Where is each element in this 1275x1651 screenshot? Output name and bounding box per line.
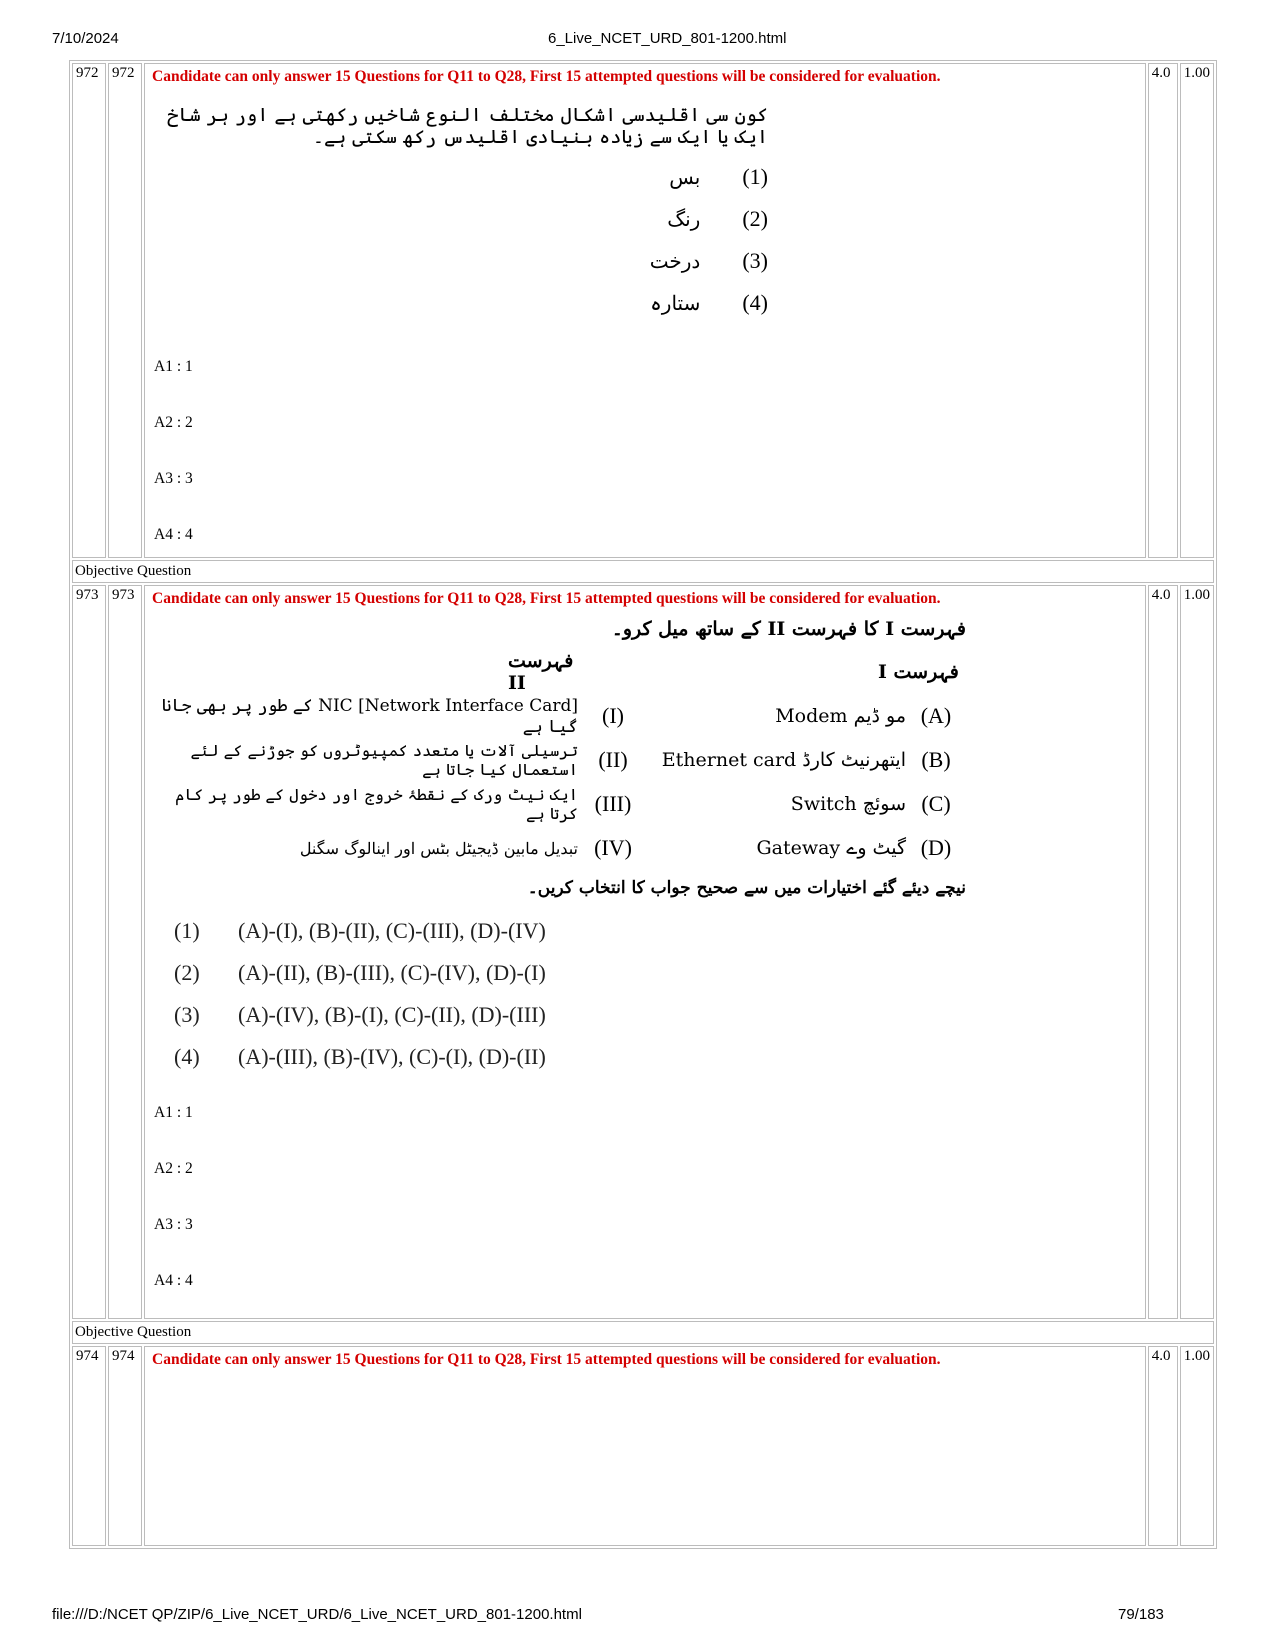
choice-number: (4) [174, 1044, 200, 1069]
list-2-label: (IV) [594, 835, 632, 860]
answer-option: A1 : 1 [154, 358, 193, 375]
list-1-label: (B) [921, 747, 951, 772]
option-list [148, 156, 768, 324]
list-1-label: (D) [920, 835, 952, 860]
option-text: بس [669, 165, 701, 189]
list-1-item: ایتھرنیٹ کارڈ Ethernet card [661, 749, 906, 771]
question-id: 973 [108, 585, 142, 1319]
question-row-972 [72, 63, 1214, 558]
match-table [148, 650, 966, 906]
question-type-label: Objective Question [72, 560, 1214, 583]
choice-text: (A)-(I), (B)-(II), (C)-(III), (D)-(IV) [238, 918, 546, 943]
list-1-item: سوئچ Switch [790, 793, 906, 815]
serial-number: 973 [72, 585, 106, 1319]
question-body [144, 1346, 1146, 1546]
answer-option: A2 : 2 [154, 1160, 193, 1177]
list-2-item: ایک نیٹ ورک کے نقطۂ خروج اور دخول کے طور پر کام کرتا ہے [175, 785, 578, 823]
option-number: (2) [742, 206, 768, 231]
list-2-item: ترسیلی آلات یا متعدد کمپیوٹروں کو جوڑنے کے لئے استعمال کیا جاتا ہے [190, 741, 578, 779]
list-1-item: مو ڈیم Modem [775, 705, 906, 727]
print-date: 7/10/2024 [52, 30, 119, 47]
option [148, 156, 768, 198]
match-row [148, 782, 966, 826]
marks-value: 4.0 [1148, 1346, 1178, 1546]
option-text: درخت [649, 249, 701, 273]
choice [174, 1036, 1142, 1078]
choice [174, 952, 1142, 994]
list-header-row [148, 650, 966, 694]
answer-option: A4 : 4 [154, 1272, 193, 1289]
instruction-text: Candidate can only answer 15 Questions for Q11 to Q28, First 15 attempted questions will be considered for evaluation. [152, 590, 941, 607]
option-number: (3) [742, 248, 768, 273]
option [148, 240, 768, 282]
choice-text: (A)-(III), (B)-(IV), (C)-(I), (D)-(II) [238, 1044, 546, 1069]
option [148, 198, 768, 240]
list-2-item: NIC [Network Interface Card] کے طور پر بھی جانا گیا ہے [161, 696, 578, 737]
serial-number: 972 [72, 63, 106, 558]
instruction-text: Candidate can only answer 15 Questions for Q11 to Q28, First 15 attempted questions will be considered for evaluation. [152, 1351, 941, 1368]
list-2-heading: فہرست II [508, 650, 574, 694]
answer-option: A3 : 3 [154, 1216, 193, 1233]
print-file-path: file:///D:/NCET QP/ZIP/6_Live_NCET_URD/6_Live_NCET_URD_801-1200.html [52, 1606, 582, 1623]
marks-value: 4.0 [1148, 63, 1178, 558]
choice-text: (A)-(II), (B)-(III), (C)-(IV), (D)-(I) [238, 960, 546, 985]
option [148, 282, 768, 324]
choice-text: (A)-(IV), (B)-(I), (C)-(II), (D)-(III) [238, 1002, 546, 1027]
list-1-label: (A) [920, 703, 952, 728]
question-table [69, 60, 1217, 1549]
question-body [144, 585, 1146, 1319]
match-row [148, 826, 966, 870]
marks-value: 4.0 [1148, 585, 1178, 1319]
answer-option: A2 : 2 [154, 414, 193, 431]
page-number: 79/183 [1118, 1606, 1164, 1623]
list-2-item: تبدیل مابین ڈیجیٹل بٹس اور اینالوگ سگنل [299, 838, 578, 858]
question-text: فہرست I کا فہرست II کے ساتھ میل کرو۔ [611, 618, 966, 640]
question-row-974 [72, 1346, 1214, 1546]
option-text: ستارہ [650, 291, 701, 315]
choose-instruction: نیچے دیئے گئے اختیارات میں سے صحیح جواب کا انتخاب کریں۔ [527, 878, 966, 898]
list-1-item: گیٹ وے Gateway [756, 837, 906, 859]
match-row [148, 738, 966, 782]
list-2-label: (III) [594, 791, 632, 816]
question-body [144, 63, 1146, 558]
choice-number: (2) [174, 960, 200, 985]
list-2-label: (I) [602, 703, 624, 728]
negative-marks-value: 1.00 [1180, 63, 1214, 558]
question-row-973 [72, 585, 1214, 1319]
question-type-label: Objective Question [72, 1321, 1214, 1344]
answer-option: A3 : 3 [154, 470, 193, 487]
negative-marks-value: 1.00 [1180, 1346, 1214, 1546]
answer-list [148, 1104, 1142, 1302]
answer-list [148, 358, 1142, 556]
question-id: 972 [108, 63, 142, 558]
option-number: (4) [742, 290, 768, 315]
negative-marks-value: 1.00 [1180, 585, 1214, 1319]
option-number: (1) [742, 164, 768, 189]
match-row [148, 694, 966, 738]
print-file-title: 6_Live_NCET_URD_801-1200.html [548, 30, 787, 47]
question-id: 974 [108, 1346, 142, 1546]
choice-number: (3) [174, 1002, 200, 1027]
serial-number: 974 [72, 1346, 106, 1546]
question-text: کون سی اقلیدسی اشکال مختلف النوع شاخیں رکھتی ہے اور ہر شاخ ایک یا ایک سے زیادہ بنیادی اقلیدس رکھ سکتی ہے۔ [167, 104, 768, 148]
list-1-label: (C) [921, 791, 951, 816]
answer-option: A4 : 4 [154, 526, 193, 543]
choice [174, 910, 1142, 952]
list-2-label: (II) [598, 747, 628, 772]
list-1-heading: فہرست I [878, 661, 959, 683]
choice-number: (1) [174, 918, 200, 943]
choice-list [148, 910, 1142, 1078]
choice [174, 994, 1142, 1036]
instruction-text: Candidate can only answer 15 Questions for Q11 to Q28, First 15 attempted questions will be considered for evaluation. [152, 68, 941, 85]
option-text: رنگ [667, 207, 701, 231]
answer-option: A1 : 1 [154, 1104, 193, 1121]
